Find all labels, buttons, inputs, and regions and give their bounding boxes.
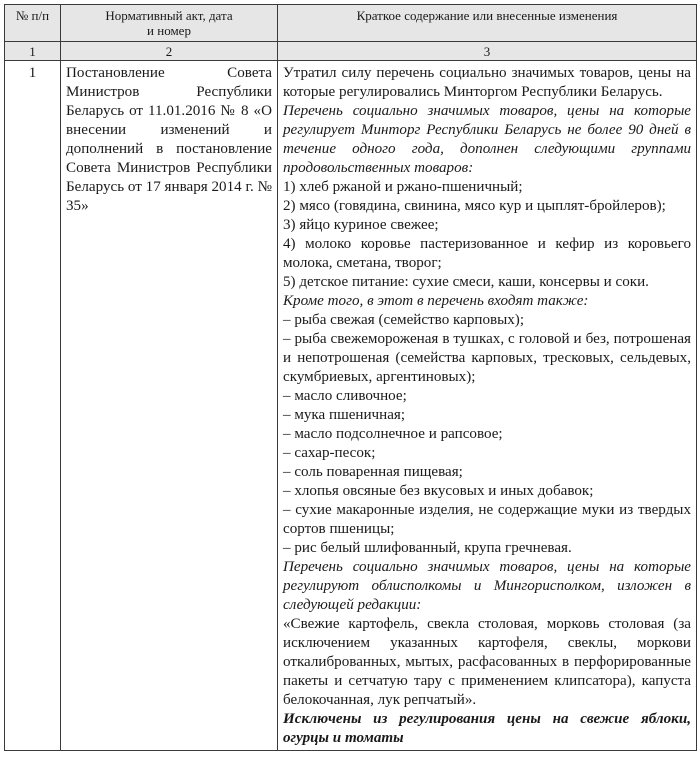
content-paragraph: – мука пшеничная; <box>283 407 406 423</box>
header-act <box>61 5 278 42</box>
header-number <box>5 5 61 42</box>
column-number-row <box>5 42 697 61</box>
content-paragraph: – масло подсолнечное и рапсовое; <box>283 426 503 442</box>
header-act-line1: Нормативный акт, дата <box>105 8 233 23</box>
legal-acts-table <box>4 4 697 751</box>
content-paragraph: – сухие макаронные изделия, не содержащие муки из твердых сортов пшеницы; <box>283 502 691 537</box>
content-paragraph: 1) хлеб ржаной и ржано-пшеничный; <box>283 179 523 195</box>
content-paragraph: – рыба свежемороженая в тушках, с головой и без, потрошеная и непотрошеная (семейства карповых, тресковых, сельдевых, скумбриевых, аргентиновых); <box>283 331 691 385</box>
content-paragraph: – соль поваренная пищевая; <box>283 464 463 480</box>
content-paragraph: Кроме того, в этот в перечень входят также: <box>283 293 589 309</box>
column-number-2: 2 <box>61 42 278 61</box>
content-paragraph: Перечень социально значимых товаров, цены на которые регулирует Минторг Республики Беларусь не более 90 дней в течение одного года, дополнен следующими группами продовольственных товаров: <box>283 103 691 176</box>
row-number: 1 <box>5 61 61 751</box>
header-content <box>278 5 697 42</box>
content-paragraph: – сахар-песок; <box>283 445 376 461</box>
content-paragraph: 4) молоко коровье пастеризованное и кефир из коровьего молока, сметана, творог; <box>283 236 691 271</box>
header-act-line2: и номер <box>147 23 191 38</box>
table-row <box>5 61 697 751</box>
content-paragraph: – масло сливочное; <box>283 388 407 404</box>
content-paragraphs <box>283 64 691 748</box>
content-paragraph: – рис белый шлифованный, крупа гречневая. <box>283 540 572 556</box>
content-paragraph: – хлопья овсяные без вкусовых и иных добавок; <box>283 483 594 499</box>
content-paragraph: 5) детское питание: сухие смеси, каши, консервы и соки. <box>283 274 649 290</box>
header-number-label: № п/п <box>15 8 50 23</box>
content-paragraph: Перечень социально значимых товаров, цены на которые регулируют облисполкомы и Мингорисполком, изложен в следующей редакции: <box>283 559 691 613</box>
table-header-row <box>5 5 697 42</box>
content-paragraph: 3) яйцо куриное свежее; <box>283 217 439 233</box>
content-paragraph: 2) мясо (говядина, свинина, мясо кур и цыплят-бройлеров); <box>283 198 666 214</box>
column-number-3: 3 <box>278 42 697 61</box>
content-paragraph: «Свежие картофель, свекла столовая, морковь столовая (за исключением указанных картофеля, свеклы, моркови откалиброванных, мытых, расфасованных в перфорированные пакеты и сетчатую тару с применением клипсатора), капуста белокочанная, лук репчатый». <box>283 616 691 708</box>
column-number-1: 1 <box>5 42 61 61</box>
header-content-label: Краткое содержание или внесенные изменения <box>356 8 618 23</box>
content-paragraph: Исключены из регулирования цены на свежие яблоки, огурцы и томаты <box>283 711 691 746</box>
row-content <box>278 61 697 751</box>
content-paragraph: – рыба свежая (семейство карповых); <box>283 312 525 328</box>
row-act: Постановление Совета Министров Республики Беларусь от 11.01.2016 № 8 «О внесении изменений и дополнений в постановление Совета Министров Республики Беларусь от 17 января 2014 г. № 35» <box>61 61 278 751</box>
content-paragraph: Утратил силу перечень социально значимых товаров, цены на которые регулировались Минторгом Республики Беларусь. <box>283 65 691 100</box>
